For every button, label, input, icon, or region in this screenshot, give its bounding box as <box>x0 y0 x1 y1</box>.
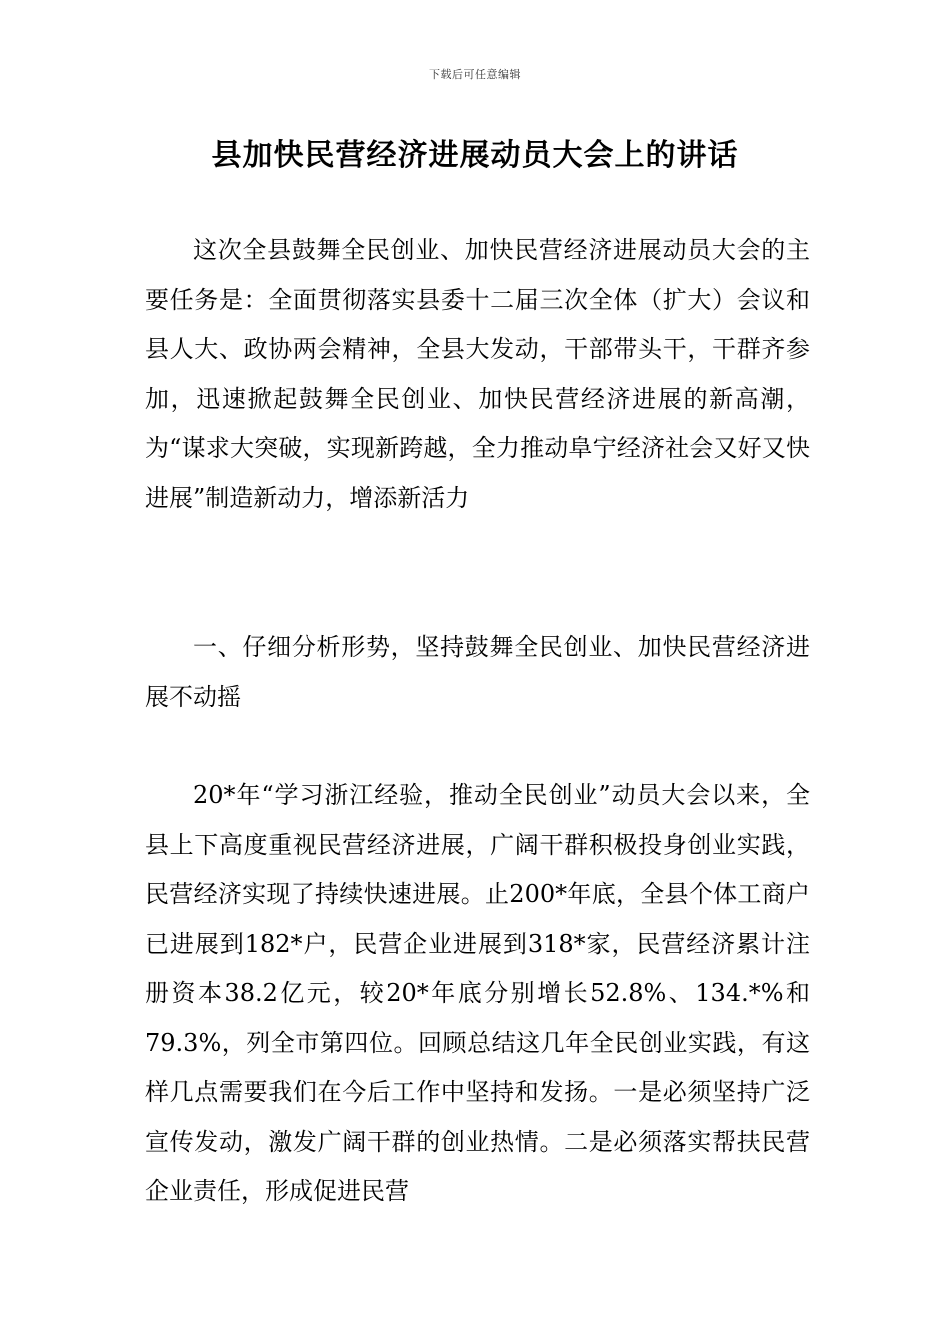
body-paragraph: 20*年“学习浙江经验，推动全民创业”动员大会以来，全县上下高度重视民营经济进展，广阔干群积极投身创业实践，民营经济实现了持续快速进展。止200*年底，全县个体工商户已进展到182*户，民营企业进展到318*家，民营经济累计注册资本38.2亿元，较20*年底分别增长52.8%、134.*%和79.3%，列全市第四位。回顾总结这几年全民创业实践，有这样几点需要我们在今后工作中坚持和发扬。一是必须坚持广泛宣传发动，激发广阔干群的创业热情。二是必须落实帮扶民营企业责任，形成促进民营 <box>145 781 810 1205</box>
body-paragraph-block <box>145 771 810 1217</box>
section-heading-block <box>145 623 810 722</box>
section-heading: 一、仔细分析形势，坚持鼓舞全民创业、加快民营经济进展不动摇 <box>145 633 810 711</box>
header-note: 下载后可任意编辑 <box>429 68 521 81</box>
document-title: 县加快民营经济进展动员大会上的讲话 <box>211 138 739 173</box>
intro-paragraph-block <box>145 226 810 523</box>
intro-paragraph: 这次全县鼓舞全民创业、加快民营经济进展动员大会的主要任务是：全面贯彻落实县委十二届三次全体（扩大）会议和县人大、政协两会精神，全县大发动，干部带头干，干群齐参加，迅速掀起鼓舞全民创业、加快民营经济进展的新高潮，为“谋求大突破，实现新跨越，全力推动阜宁经济社会又好又快进展”制造新动力，增添新活力 <box>145 236 810 512</box>
